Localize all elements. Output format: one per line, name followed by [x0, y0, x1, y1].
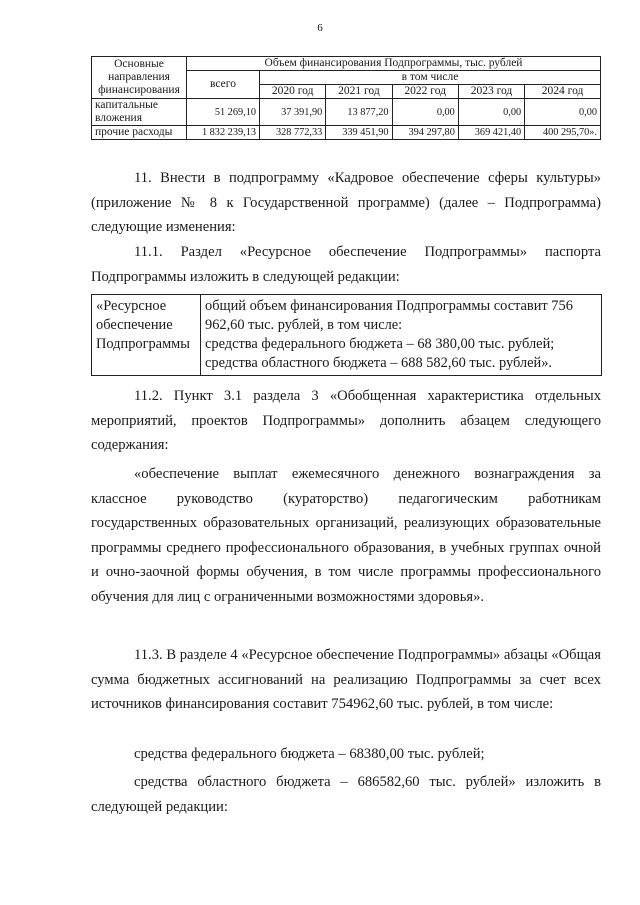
paragraph-11-3: 11.3. В разделе 4 «Ресурсное обеспечение Подпрограммы» абзацы «Общая сумма бюджетных ассигнований на реализацию Подпрограммы за счет всех источников финансирования составит 754962,60 тыс. рублей, в том числе: [91, 647, 601, 712]
row-label: прочие расходы [92, 126, 187, 140]
header-year: 2024 год [525, 85, 601, 99]
header-volume: Объем финансирования Подпрограммы, тыс. рублей [187, 57, 601, 71]
paragraph-11-1: 11.1. Раздел «Ресурсное обеспечение Подпрограммы» паспорта Подпрограммы изложить в следующей редакции: [91, 244, 601, 285]
row-value: 0,00 [525, 99, 601, 126]
row-value: 339 451,90 [326, 126, 392, 140]
paragraph-11-3-regional: средства областного бюджета – 686582,60 тыс. рублей» изложить в следующей редакции: [91, 774, 601, 815]
funding-table [91, 56, 601, 140]
header-directions: Основные направления финансирования [92, 57, 187, 99]
row-total: 1 832 239,13 [187, 126, 260, 140]
paragraph-11-2-quote: «обеспечение выплат ежемесячного денежного вознаграждения за классное руководство (кураторство) педагогическим работникам государственных образовательных организаций, реализующих образовательные программы среднего профессионального образования, в учебных группах очной и очно-заочной формы обучения, в том числе программы профессионального обучения для лиц с ограниченными возможностями здоровья». [91, 466, 601, 605]
header-year: 2023 год [458, 85, 524, 99]
row-value: 0,00 [392, 99, 458, 126]
row-total: 51 269,10 [187, 99, 260, 126]
page-number: 6 [317, 22, 323, 34]
row-value: 328 772,33 [260, 126, 326, 140]
row-value: 400 295,70». [525, 126, 601, 140]
header-year: 2021 год [326, 85, 392, 99]
table-row [92, 99, 601, 126]
header-total: всего [187, 71, 260, 99]
resource-table [91, 294, 602, 376]
paragraph-11: 11. Внести в подпрограмму «Кадровое обеспечение сферы культуры» (приложение № 8 к Государственной программе) (далее – Подпрограмма) следующие изменения: [91, 170, 601, 235]
resource-label: «Ресурсное обеспечение Подпрограммы [92, 295, 201, 376]
row-value: 394 297,80 [392, 126, 458, 140]
resource-line-regional: средства областного бюджета – 688 582,60 тыс. рублей». [205, 355, 552, 371]
row-label: капитальные вложения [92, 99, 187, 126]
resource-line-total: общий объем финансирования Подпрограммы составит 756 962,60 тыс. рублей, в том числе: [205, 298, 573, 333]
header-including: в том числе [260, 71, 601, 85]
row-value: 13 877,20 [326, 99, 392, 126]
row-value: 37 391,90 [260, 99, 326, 126]
table-row [92, 126, 601, 140]
header-year: 2022 год [392, 85, 458, 99]
row-value: 369 421,40 [458, 126, 524, 140]
row-value: 0,00 [458, 99, 524, 126]
paragraph-11-2: 11.2. Пункт 3.1 раздела 3 «Обобщенная характеристика отдельных мероприятий, проектов Подпрограммы» дополнить абзацем следующего содержания: [91, 388, 601, 453]
header-year: 2020 год [260, 85, 326, 99]
paragraph-11-3-federal: средства федерального бюджета – 68380,00 тыс. рублей; [134, 746, 485, 762]
resource-text [201, 295, 602, 376]
resource-line-federal: средства федерального бюджета – 68 380,00 тыс. рублей; [205, 336, 555, 352]
